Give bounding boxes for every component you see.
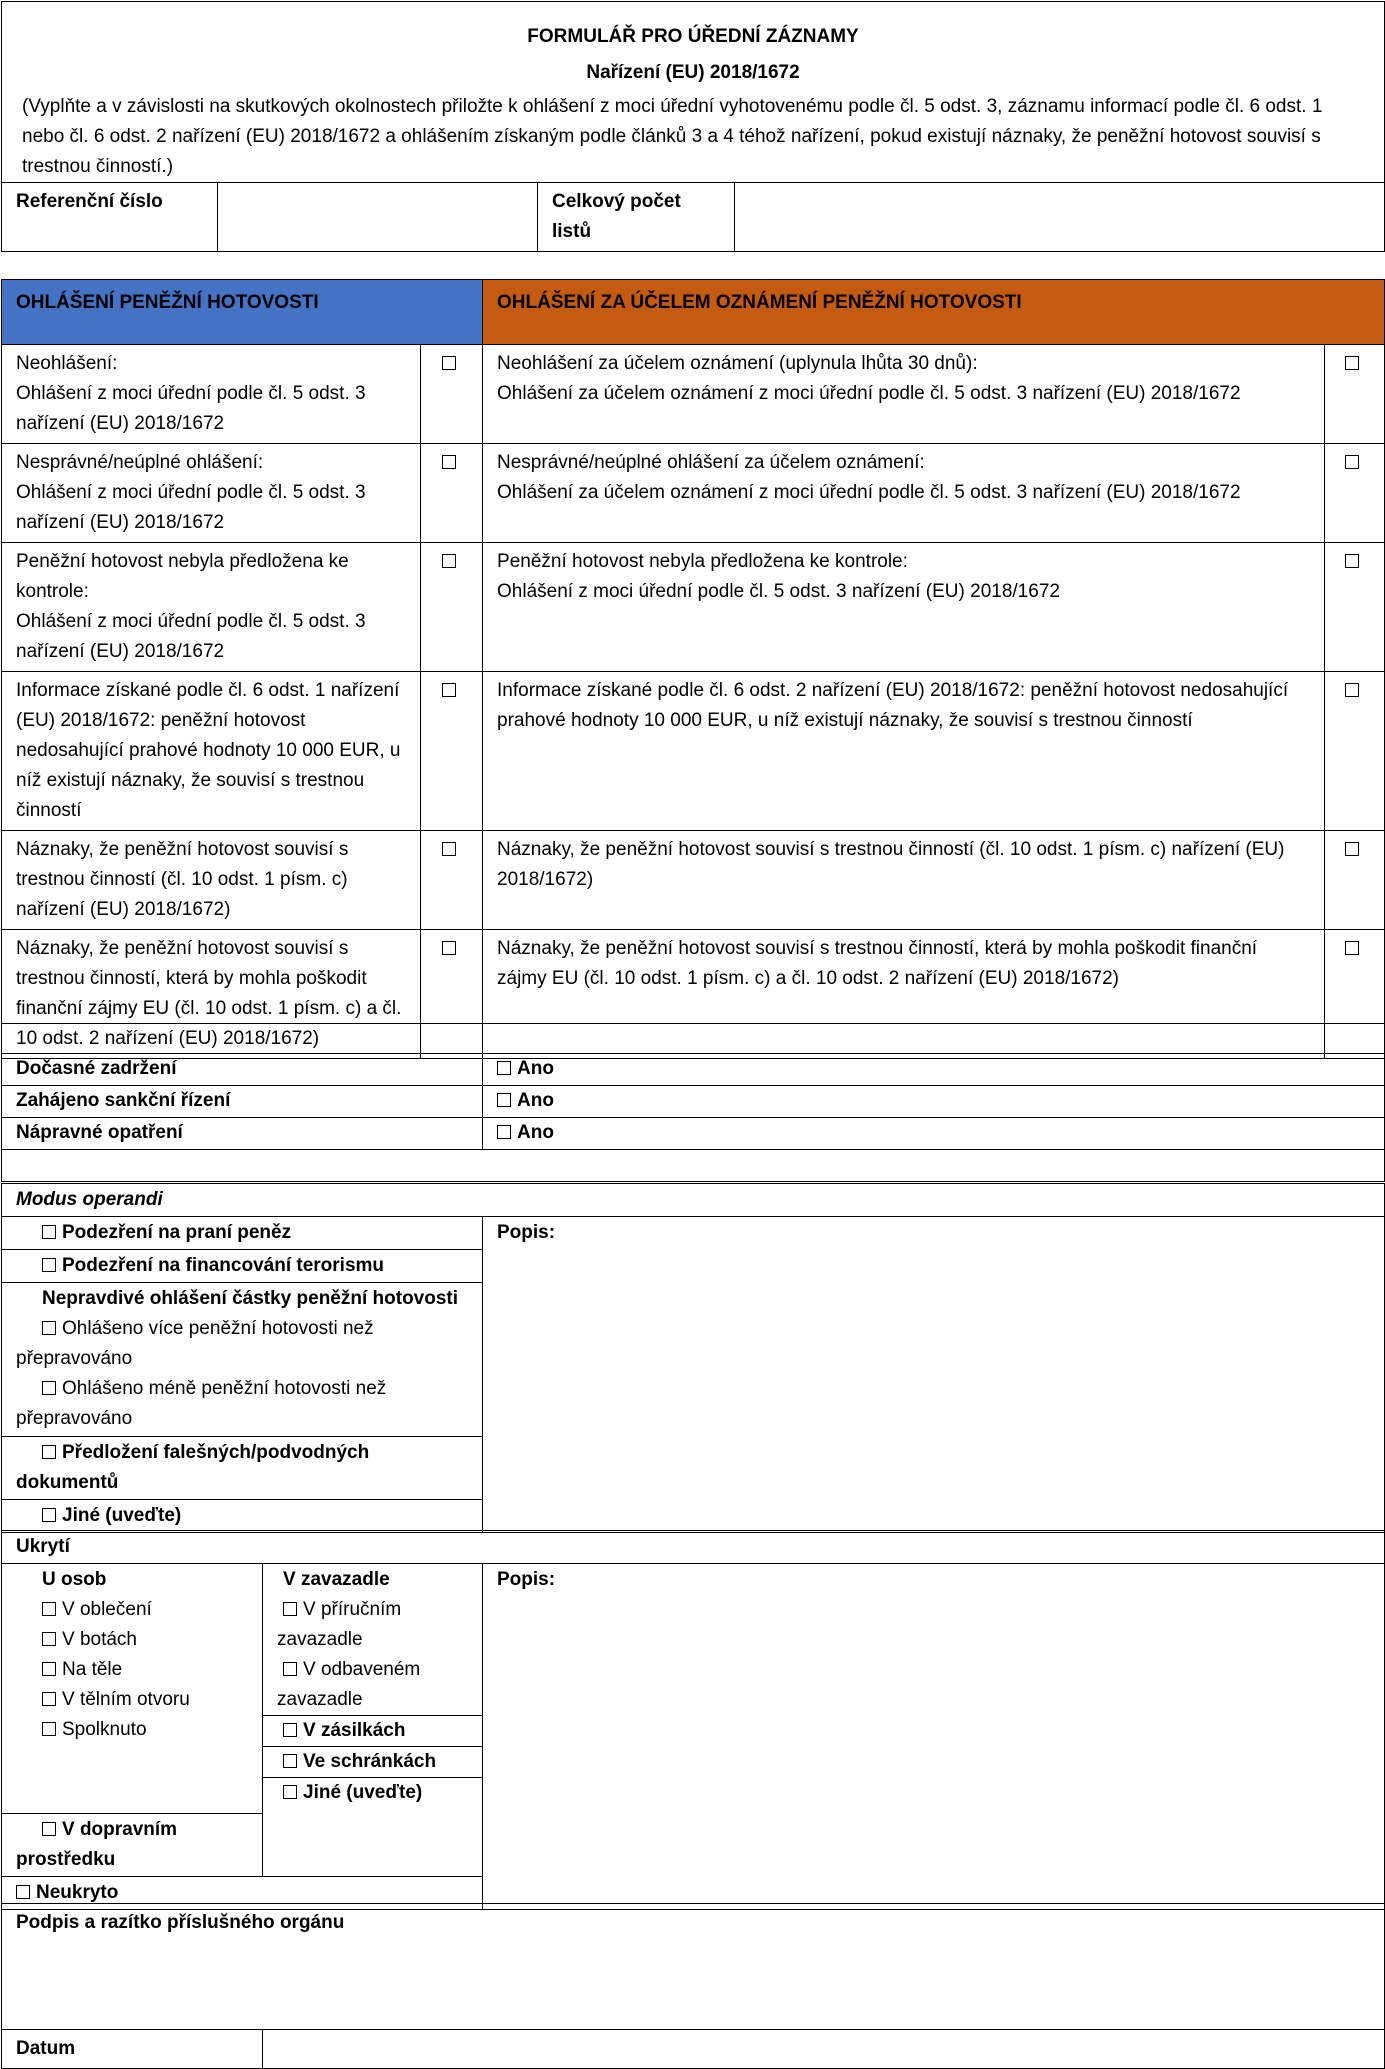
persons-body-option: Na těle bbox=[42, 1655, 248, 1685]
checkbox-icon[interactable] bbox=[42, 1445, 56, 1459]
temporary-detention-label: Dočasné zadržení bbox=[2, 1054, 483, 1086]
reporting-left-text: Náznaky, že peněžní hotovost souvisí s trestnou činností, která by mohla poškodit finanční zájmy EU (čl. 10 odst. 1 písm. c) a čl. 10 odst. 2 nařízení (EU) 2018/1672) bbox=[2, 930, 421, 1059]
total-sheets-label: Celkový počet listů bbox=[538, 183, 735, 252]
concealment-table bbox=[1, 1530, 1385, 1910]
checkbox-icon[interactable] bbox=[497, 1093, 511, 1107]
false-declaration-cell bbox=[2, 1283, 483, 1437]
sanction-proceedings-option: Ano bbox=[483, 1086, 1385, 1118]
mailboxes-option: Ve schránkách bbox=[263, 1746, 482, 1777]
concealment-description-cell[interactable] bbox=[483, 1564, 1385, 1910]
reporting-right-text: Peněžní hotovost nebyla předložena ke kontrole: Ohlášení z moci úřední podle čl. 5 odst. 3 nařízení (EU) 2018/1672 bbox=[483, 543, 1325, 672]
reporting-left-checkbox-cell bbox=[421, 543, 483, 672]
reporting-left-text: Neohlášení: Ohlášení z moci úřední podle čl. 5 odst. 3 nařízení (EU) 2018/1672 bbox=[2, 345, 421, 444]
reference-number-label: Referenční číslo bbox=[2, 183, 218, 252]
persons-clothing-option: V oblečení bbox=[42, 1595, 248, 1625]
form-instructions: (Vyplňte a v závislosti na skutkových okolnostech přiložte k ohlášení z moci úřední vyhotovenému podle čl. 5 odst. 3, záznamu informací podle čl. 6 odst. 1 nebo čl. 6 odst. 2 nařízení (EU) 2018/1672 a ohlášením získaným podle článků 3 a 4 téhož nařízení, pokud existují náznaky, že peněžní hotovost souvisí s trestnou činností.) bbox=[22, 96, 1323, 177]
reporting-left-checkbox-cell bbox=[421, 831, 483, 930]
vehicle-option: V dopravním prostředku bbox=[2, 1814, 263, 1877]
reference-number-field[interactable] bbox=[218, 183, 538, 252]
remedial-measure-option: Ano bbox=[483, 1118, 1385, 1150]
date-label: Datum bbox=[2, 2030, 263, 2069]
checkbox-icon[interactable] bbox=[1345, 683, 1359, 697]
checkbox-icon[interactable] bbox=[497, 1061, 511, 1075]
checkbox-icon[interactable] bbox=[42, 1632, 56, 1646]
hand-luggage-option: V příručním zavazadle bbox=[277, 1599, 402, 1650]
checkbox-icon[interactable] bbox=[42, 1508, 56, 1522]
disclosure-declaration-header: OHLÁŠENÍ ZA ÚČELEM OZNÁMENÍ PENĚŽNÍ HOTOVOSTI bbox=[483, 280, 1385, 345]
luggage-cell bbox=[263, 1564, 483, 1877]
checkbox-icon[interactable] bbox=[283, 1723, 297, 1737]
reporting-table bbox=[1, 279, 1385, 1059]
reporting-right-text: Informace získané podle čl. 6 odst. 2 nařízení (EU) 2018/1672: peněžní hotovost nedosahující prahové hodnoty 10 000 EUR, u níž existují náznaky, že souvisí s trestnou činností bbox=[483, 672, 1325, 831]
form-subtitle: Nařízení (EU) 2018/1672 bbox=[586, 62, 800, 83]
checkbox-icon[interactable] bbox=[42, 1258, 56, 1272]
reporting-right-checkbox-cell bbox=[1325, 444, 1385, 543]
checkbox-icon[interactable] bbox=[42, 1225, 56, 1239]
checkbox-icon[interactable] bbox=[1345, 941, 1359, 955]
checkbox-icon[interactable] bbox=[42, 1602, 56, 1616]
on-persons-title: U osob bbox=[42, 1569, 107, 1590]
checkbox-icon[interactable] bbox=[442, 554, 456, 568]
checkbox-icon[interactable] bbox=[16, 1885, 30, 1899]
not-concealed-option: Neukryto bbox=[2, 1877, 483, 1910]
sanction-proceedings-label: Zahájeno sankční řízení bbox=[2, 1086, 483, 1118]
persons-cavity-option: V tělním otvoru bbox=[42, 1685, 248, 1715]
checkbox-icon[interactable] bbox=[1345, 455, 1359, 469]
reporting-left-checkbox-cell bbox=[421, 672, 483, 831]
checkbox-icon[interactable] bbox=[442, 842, 456, 856]
form-title: FORMULÁŘ PRO ÚŘEDNÍ ZÁZNAMY bbox=[527, 26, 859, 47]
false-documents-option: Předložení falešných/podvodných dokumentů bbox=[2, 1437, 483, 1500]
signature-stamp-field[interactable] bbox=[2, 1904, 1385, 2030]
remedial-measure-label: Nápravné opatření bbox=[2, 1118, 483, 1150]
declared-less-option: Ohlášeno méně peněžní hotovosti než přepravováno bbox=[16, 1378, 387, 1429]
checkbox-icon[interactable] bbox=[42, 1381, 56, 1395]
header-cell bbox=[2, 2, 1385, 183]
on-persons-cell bbox=[2, 1564, 263, 1814]
modus-operandi-title: Modus operandi bbox=[2, 1184, 1385, 1217]
reporting-left-checkbox-cell bbox=[421, 444, 483, 543]
reporting-left-text: Informace získané podle čl. 6 odst. 1 nařízení (EU) 2018/1672: peněžní hotovost nedosahující prahové hodnoty 10 000 EUR, u níž existují náznaky, že souvisí s trestnou činností bbox=[2, 672, 421, 831]
luggage-title: V zavazadle bbox=[283, 1569, 390, 1590]
checkbox-icon[interactable] bbox=[283, 1785, 297, 1799]
checkbox-icon[interactable] bbox=[42, 1692, 56, 1706]
checkbox-icon[interactable] bbox=[1345, 554, 1359, 568]
checkbox-icon[interactable] bbox=[42, 1822, 56, 1836]
signature-stamp-label: Podpis a razítko příslušného orgánu bbox=[16, 1912, 345, 1933]
persons-swallowed-option: Spolknuto bbox=[42, 1715, 248, 1745]
cash-declaration-header: OHLÁŠENÍ PENĚŽNÍ HOTOVOSTI bbox=[2, 280, 483, 345]
reporting-right-checkbox-cell bbox=[1325, 672, 1385, 831]
measures-table bbox=[1, 1023, 1385, 1182]
reporting-right-text: Náznaky, že peněžní hotovost souvisí s trestnou činností (čl. 10 odst. 1 písm. c) nařízení (EU) 2018/1672) bbox=[483, 831, 1325, 930]
persons-shoes-option: V botách bbox=[42, 1625, 248, 1655]
reporting-right-checkbox-cell bbox=[1325, 345, 1385, 444]
reporting-left-text: Nesprávné/neúplné ohlášení: Ohlášení z moci úřední podle čl. 5 odst. 3 nařízení (EU) 2018/1672 bbox=[2, 444, 421, 543]
concealment-title: Ukrytí bbox=[2, 1531, 1385, 1564]
checkbox-icon[interactable] bbox=[442, 356, 456, 370]
checkbox-icon[interactable] bbox=[42, 1321, 56, 1335]
luggage-block bbox=[263, 1565, 482, 1715]
checkbox-icon[interactable] bbox=[442, 941, 456, 955]
terrorism-financing-option: Podezření na financování terorismu bbox=[2, 1250, 483, 1283]
checkbox-icon[interactable] bbox=[442, 455, 456, 469]
checkbox-icon[interactable] bbox=[442, 683, 456, 697]
checkbox-icon[interactable] bbox=[42, 1722, 56, 1736]
checkbox-icon[interactable] bbox=[283, 1602, 297, 1616]
checkbox-icon[interactable] bbox=[1345, 356, 1359, 370]
signature-table bbox=[1, 1903, 1385, 2069]
money-laundering-option: Podezření na praní peněz bbox=[2, 1217, 483, 1250]
modus-description-label: Popis: bbox=[497, 1222, 556, 1243]
reporting-left-text: Peněžní hotovost nebyla předložena ke kontrole: Ohlášení z moci úřední podle čl. 5 odst. 3 nařízení (EU) 2018/1672 bbox=[2, 543, 421, 672]
false-declaration-title: Nepravdivé ohlášení částky peněžní hotovosti bbox=[42, 1288, 459, 1309]
luggage-other-option: Jiné (uveďte) bbox=[263, 1777, 482, 1808]
checkbox-icon[interactable] bbox=[497, 1125, 511, 1139]
concealment-description-label: Popis: bbox=[497, 1569, 556, 1590]
reporting-left-text: Náznaky, že peněžní hotovost souvisí s trestnou činností (čl. 10 odst. 1 písm. c) nařízení (EU) 2018/1672) bbox=[2, 831, 421, 930]
total-sheets-field[interactable] bbox=[735, 183, 1385, 252]
declared-more-option: Ohlášeno více peněžní hotovosti než přepravováno bbox=[16, 1318, 374, 1369]
reporting-right-checkbox-cell bbox=[1325, 543, 1385, 672]
reporting-right-text: Nesprávné/neúplné ohlášení za účelem oznámení: Ohlášení za účelem oznámení z moci úřední podle čl. 5 odst. 3 nařízení (EU) 2018/1672 bbox=[483, 444, 1325, 543]
spacer-row bbox=[2, 1150, 1385, 1182]
shipments-option: V zásilkách bbox=[263, 1715, 482, 1746]
reporting-right-text: Náznaky, že peněžní hotovost souvisí s trestnou činností, která by mohla poškodit finanční zájmy EU (čl. 10 odst. 1 písm. c) a čl. 10 odst. 2 nařízení (EU) 2018/1672) bbox=[483, 930, 1325, 1059]
reporting-right-checkbox-cell bbox=[1325, 831, 1385, 930]
spacer-row bbox=[2, 1024, 1385, 1054]
modus-operandi-table bbox=[1, 1183, 1385, 1533]
reporting-left-checkbox-cell bbox=[421, 345, 483, 444]
checkbox-icon[interactable] bbox=[1345, 842, 1359, 856]
checkbox-icon[interactable] bbox=[283, 1662, 297, 1676]
checked-luggage-option: V odbaveném zavazadle bbox=[277, 1659, 421, 1710]
modus-description-cell[interactable] bbox=[483, 1217, 1385, 1533]
reporting-right-text: Neohlášení za účelem oznámení (uplynula lhůta 30 dnů): Ohlášení za účelem oznámení z moci úřední podle čl. 5 odst. 3 nařízení (EU) 2018/1672 bbox=[483, 345, 1325, 444]
checkbox-icon[interactable] bbox=[42, 1662, 56, 1676]
date-field[interactable] bbox=[263, 2030, 1385, 2069]
modus-other-option: Jiné (uveďte) bbox=[2, 1500, 483, 1533]
temporary-detention-option: Ano bbox=[483, 1054, 1385, 1086]
form-header bbox=[1, 1, 1385, 252]
checkbox-icon[interactable] bbox=[283, 1754, 297, 1768]
